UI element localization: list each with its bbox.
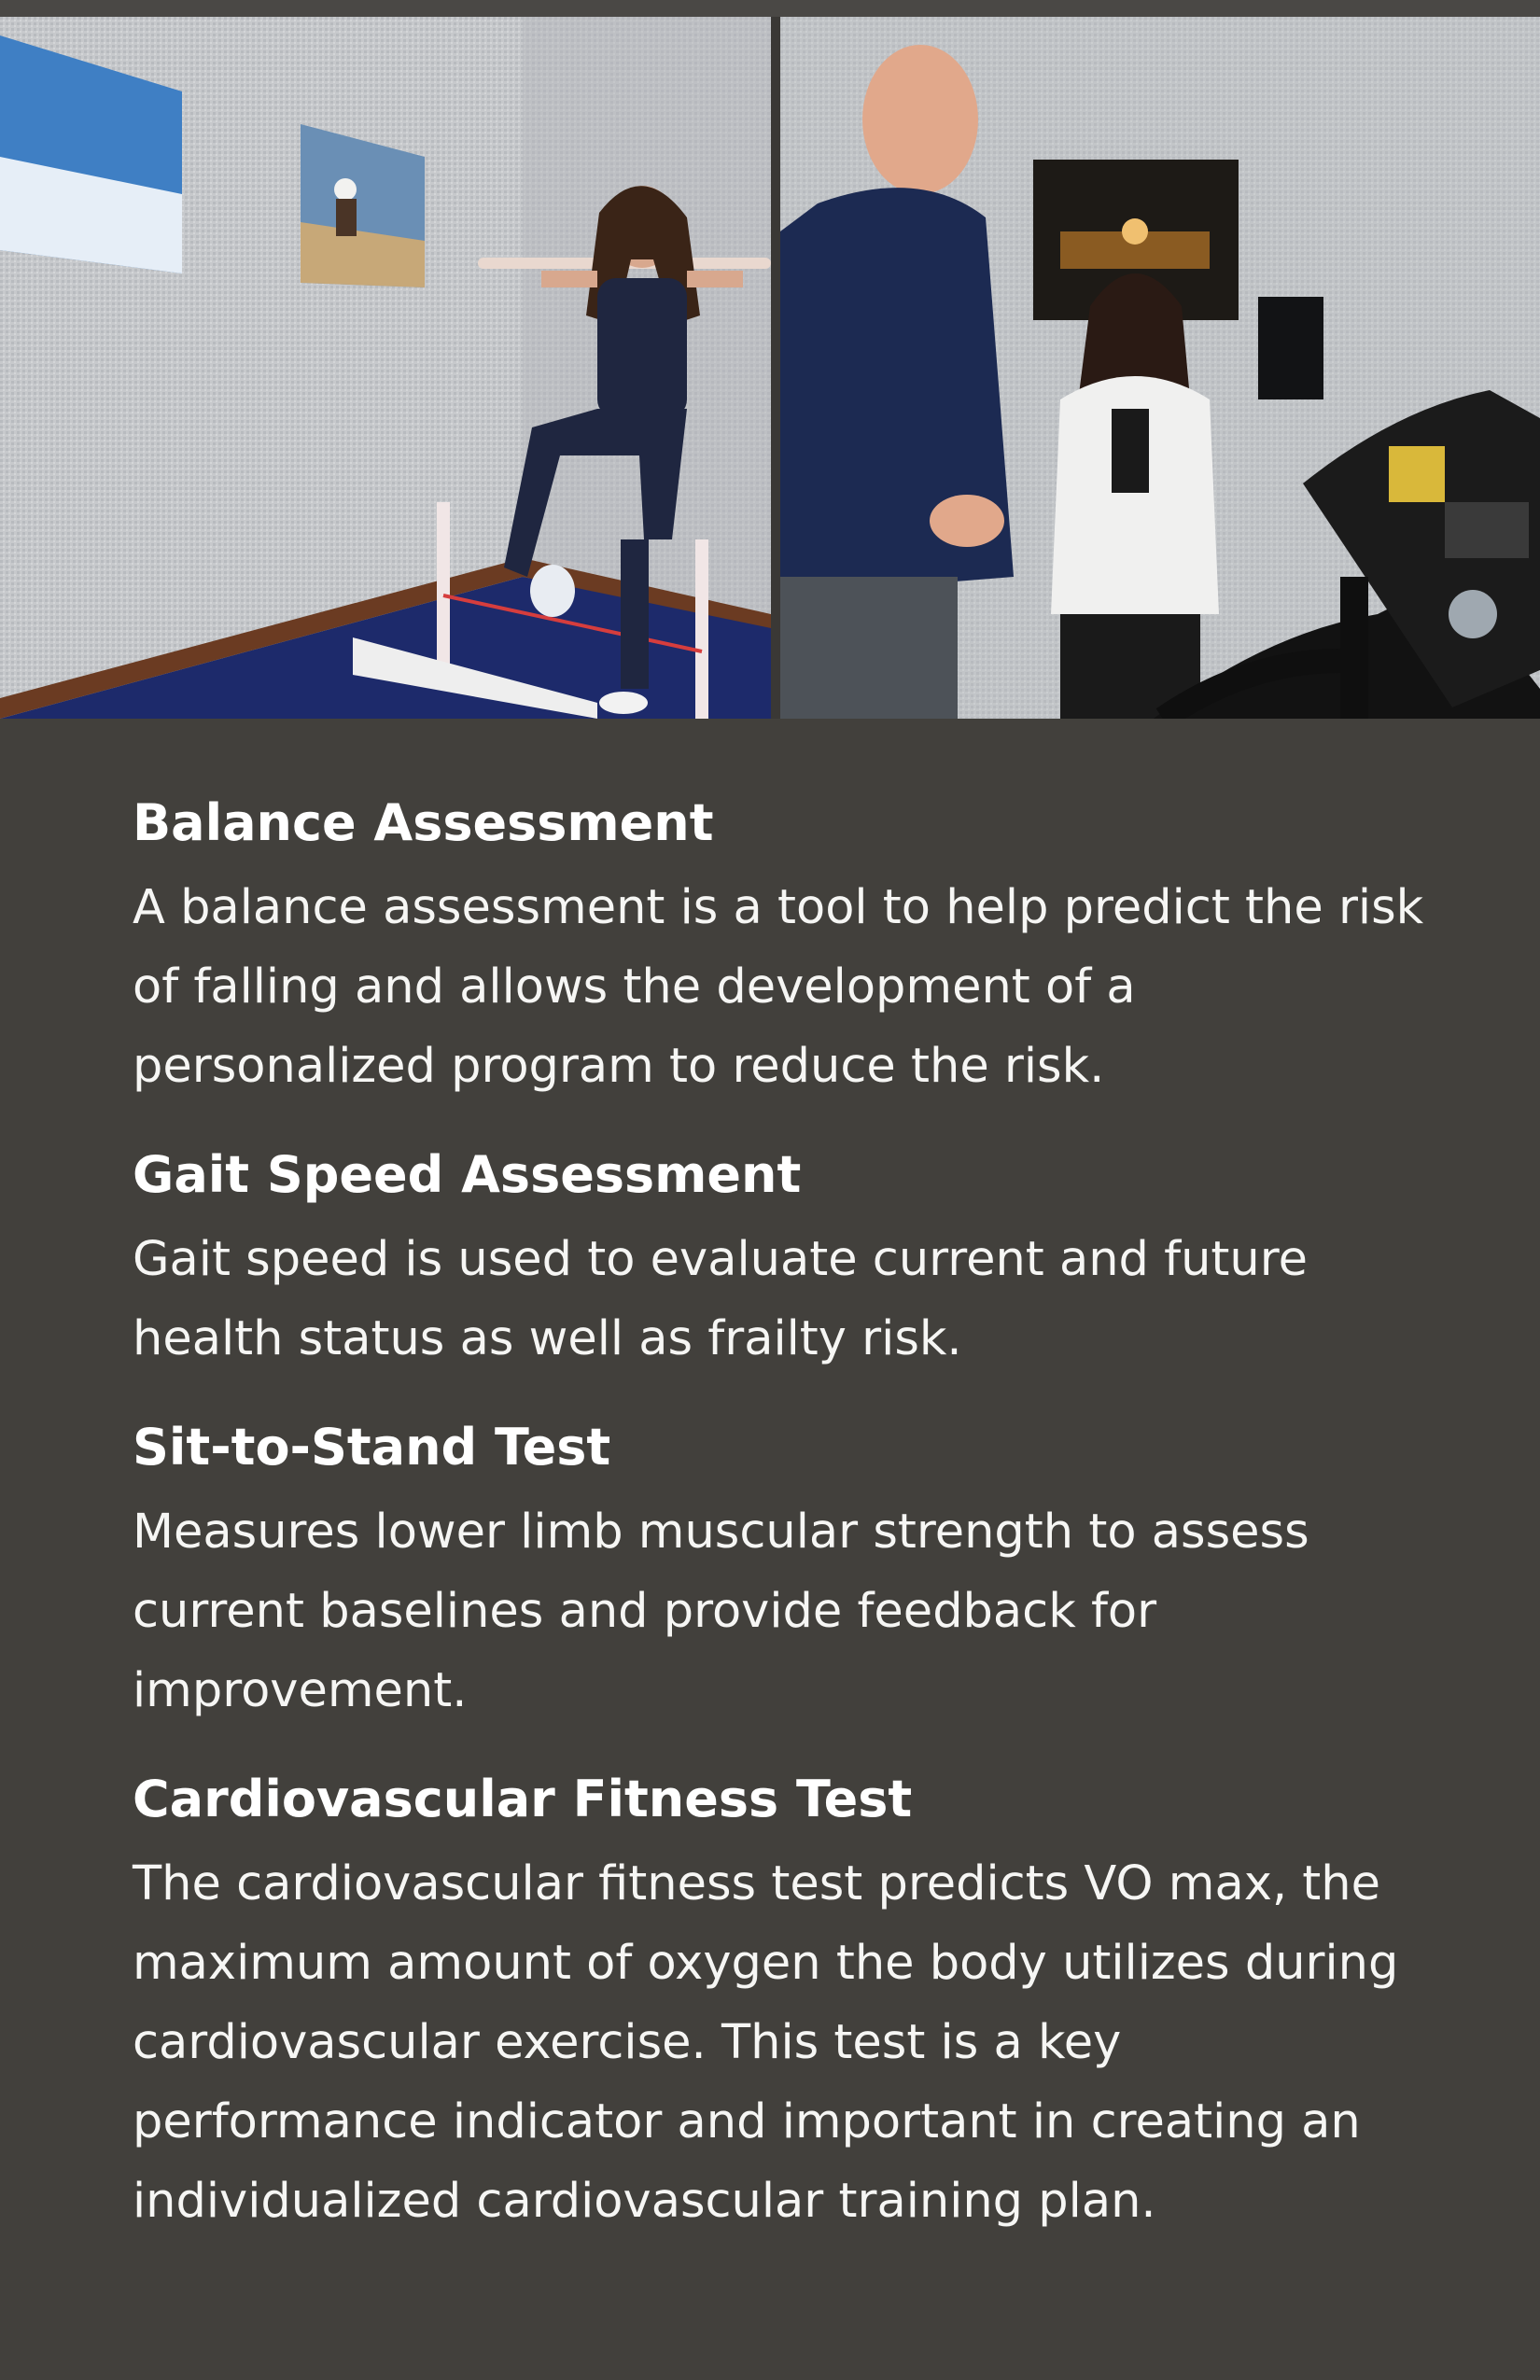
section-heading: Cardiovascular Fitness Test xyxy=(133,1770,913,1828)
section-description: Gait speed is used to evaluate current and future health status as well as frailty risk. xyxy=(133,1232,1308,1366)
section-description: The cardiovascular fitness test predicts VO max, the maximum amount of oxygen the body utilizes during cardiovascular exercise. This test is a key performance indicator and important in creating an individualized cardiovascular training plan. xyxy=(133,1856,1399,2229)
section-cardiovascular-fitness-test xyxy=(133,1770,1439,2241)
section-heading: Balance Assessment xyxy=(133,793,714,852)
assessment-list xyxy=(133,793,1439,2280)
section-sit-to-stand-test xyxy=(133,1418,1439,1730)
balance-assessment-photo xyxy=(0,17,771,719)
cardio-assessment-photo xyxy=(780,17,1540,719)
section-heading: Sit-to-Stand Test xyxy=(133,1418,611,1477)
section-heading: Gait Speed Assessment xyxy=(133,1145,802,1204)
section-gait-speed-assessment xyxy=(133,1145,1439,1379)
top-bar xyxy=(0,0,1540,17)
section-balance-assessment xyxy=(133,793,1439,1106)
section-description: Measures lower limb muscular strength to assess current baselines and provide feedback for improvement. xyxy=(133,1505,1309,1718)
photo-banner xyxy=(0,17,1540,719)
section-description: A balance assessment is a tool to help predict the risk of falling and allows the development of a personalized program to reduce the risk. xyxy=(133,880,1424,1094)
